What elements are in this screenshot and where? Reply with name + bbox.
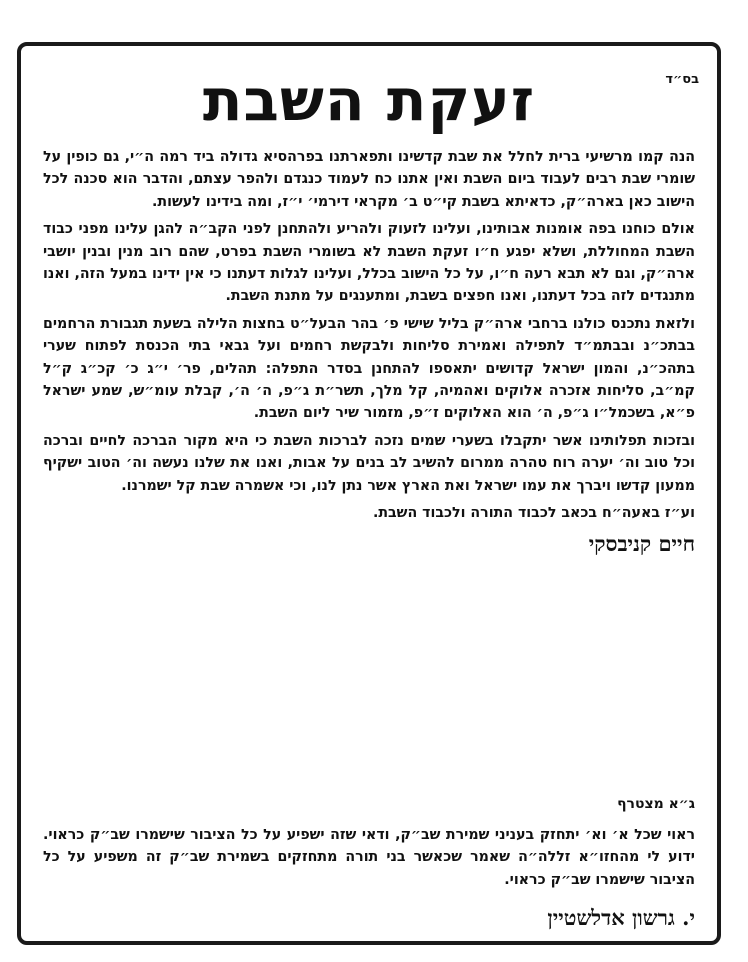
signature-edelstein: י. גרשון אדלשטיין [547, 905, 695, 930]
addendum-text: ראוי שכל א׳ וא׳ יתחזק בעניני שמירת שב״ק, ודאי שזה ישפיע על כל הציבור שישמרו שב״ק כראוי. ידוע לי מהחזו״א זללה״ה שאמר שכאשר בני תורה מתחזקים בשמירת שב״ק זה משפיע על כל הציבור שישמרו שב״ק כראוי. [43, 827, 695, 888]
paragraph-4: ובזכות תפלותינו אשר יתקבלו בשערי שמים נזכה לברכות השבת כי היא מקור הברכה לחיים וברכה וכל טוב וה׳ יערה רוח טהרה ממרום להשיב לב בנים על אבות, ואנו את שלנו נעשה וה׳ הטוב ישקיף ממעון קדשו ויברך את עמו ישראל ואת הארץ אשר נתן לנו, וכי אשמרה שבת קל ישמרנו. [43, 432, 695, 494]
bsd-mark: בס״ד [665, 72, 699, 87]
paragraph-1: הנה קמו מרשיעי ברית לחלל את שבת קדשינו ותפארתנו בפרהסיא גדולה ביד רמה ה״י, גם כופין על שומרי שבת רבים לעבוד ביום השבת ואין אתנו כח לעמוד כנגדם ולהפר עצתם, והדבר הוא סכנה לכל הישוב כאן בארה״ק, כדאיתא בשבת קי״ט ב׳ מקראי דירמי׳ י״ז, ומה בידינו לעשות. [43, 149, 695, 210]
closing-line: וע״ז באעה״ח בכאב לכבוד התורה ולכבוד השבת. [372, 505, 695, 522]
paragraph-2: אולם כוחנו בפה אומנות אבותינו, ועלינו לזעוק ולהריע ולהתחנן לפני הקב״ה להגן עלינו מפני כבוד השבת המחוללת, ושלא יפגע ח״ו זעקת השבת לא בשומרי השבת בפרט, שהם רוב מנין ובנין יושבי ארה״ק, וגם לא תבא רעה ח״ו, על כל הישוב בכלל, ועלינו לגלות דעתנו כי אין ידינו במעל הזה, ואנו מתנגדים לזה בכל דעתנו, ואנו חפצים בשבת, ומתענגים על מתנת השבת. [43, 221, 695, 305]
paragraph-3: ולזאת נתכנס כולנו ברחבי ארה״ק בליל שישי פ׳ בהר הבעל״ט בחצות הלילה בשעת תגבורת הרחמים בבתכ״נ ובבתמ״ד לתפילה ואמירת סליחות ולבקשת רחמים ועל גבאי בתי הכנסת לפתוח שערי בתהכ״נ, והמון ישראל קדושים יתאספו להתחנן בסדר התפלה: תהלים, פר׳ י״ג כ׳ קכ״ג ק״ל קמ״ב, סליחות אזכרה אלוקים ואהמיה, קל מלך, תשר״ת ג״פ, ה׳ ה׳, קבלת עומ״ש, שמע ישראל פ״א, בשכמל״ו ג״פ, ה׳ הוא האלוקים ז״פ, מזמור שיר ליום השבת. [43, 315, 695, 422]
signature-kanievsky: חיים קניבסקי [588, 530, 695, 556]
addendum-heading: ג״א מצטרף [617, 796, 695, 812]
page-title: זעקת השבת [202, 66, 536, 134]
notice-body [43, 146, 695, 563]
notice-frame [17, 42, 721, 945]
